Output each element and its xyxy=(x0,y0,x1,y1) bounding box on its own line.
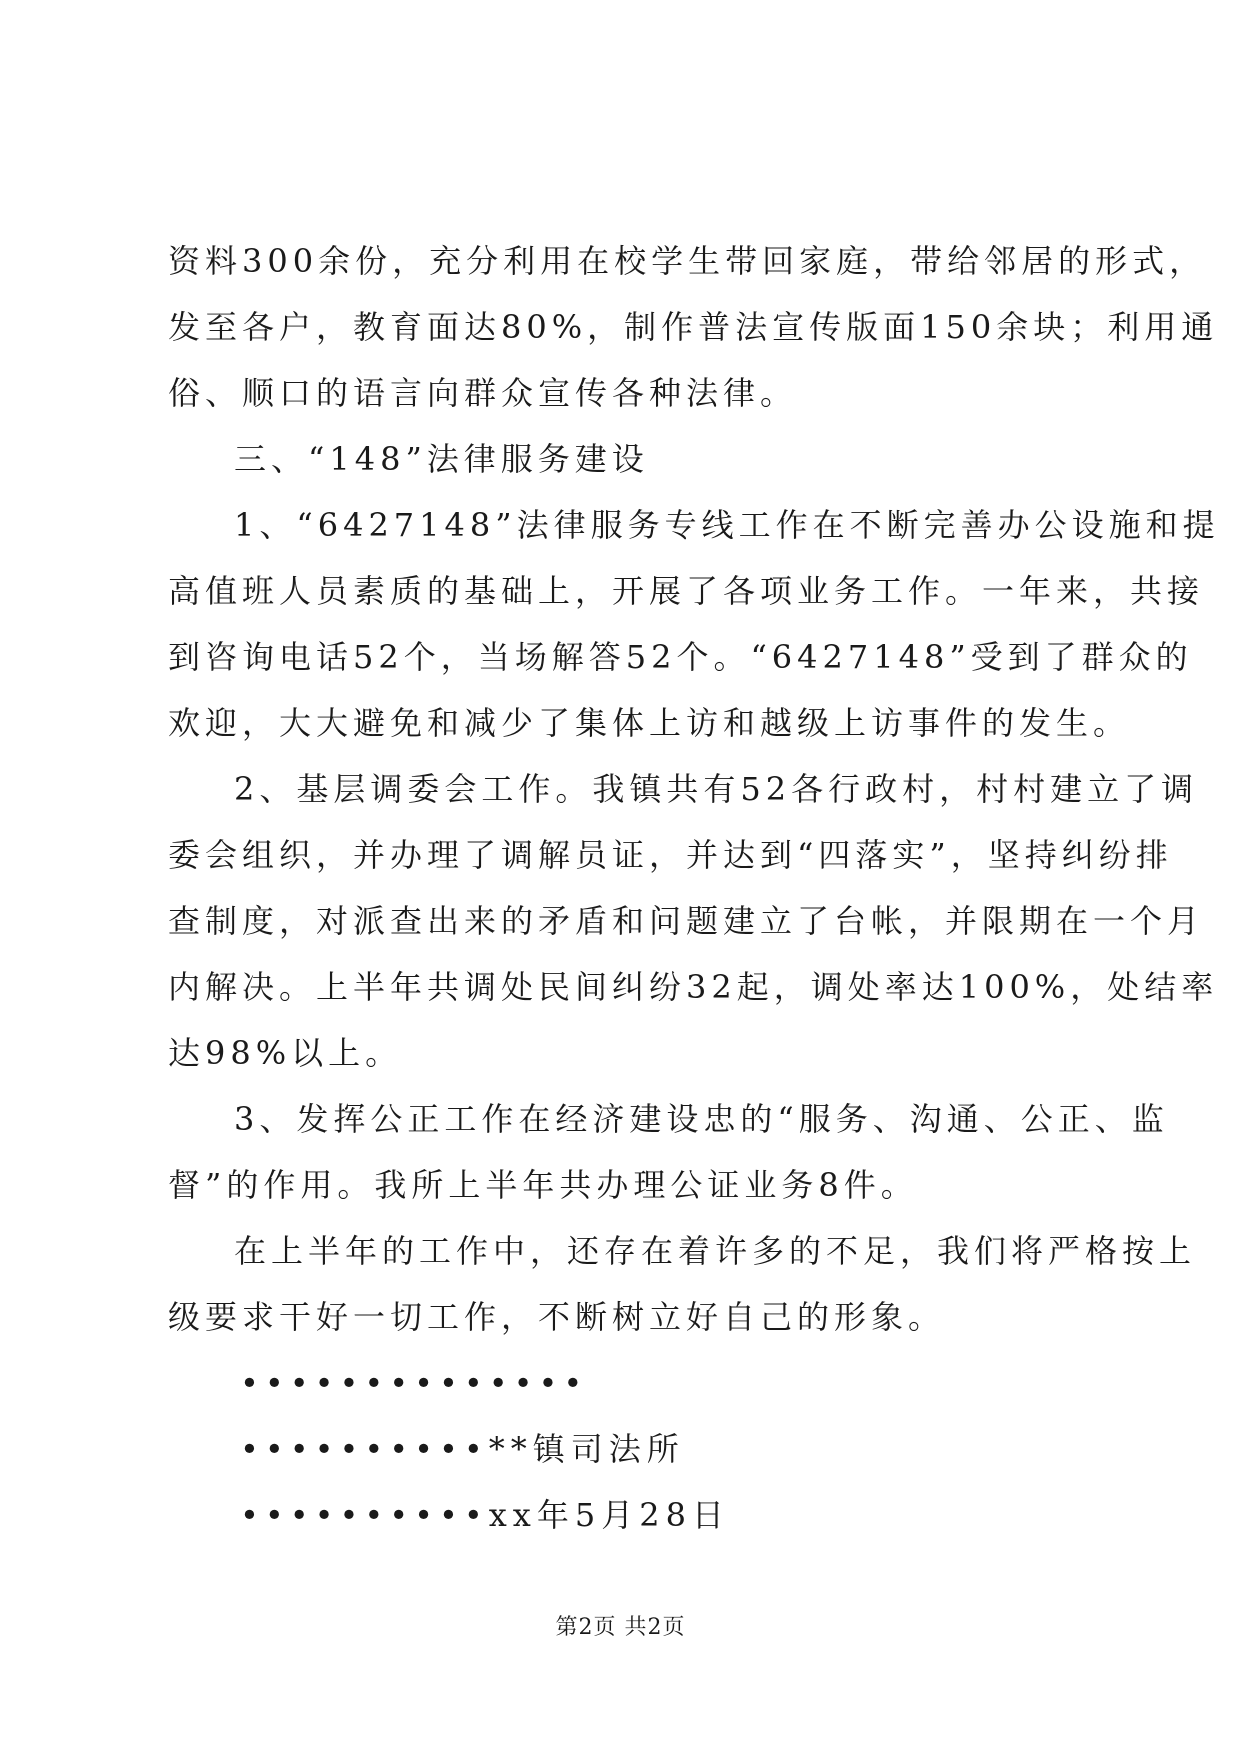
paragraph-line: 到咨询电话52个，当场解答52个。“6427148”受到了群众的 xyxy=(168,638,1193,676)
paragraph-line: 1、“6427148”法律服务专线工作在不断完善办公设施和提 xyxy=(234,506,1220,544)
paragraph-line: 2、基层调委会工作。我镇共有52各行政村，村村建立了调 xyxy=(234,770,1199,808)
paragraph-line: 在上半年的工作中，还存在着许多的不足，我们将严格按上 xyxy=(234,1232,1197,1270)
paragraph-line: 发至各户，教育面达80%，制作普法宣传版面150余块；利用通 xyxy=(168,308,1219,346)
paragraph-line: 高值班人员素质的基础上，开展了各项业务工作。一年来，共接 xyxy=(168,572,1205,610)
document-body xyxy=(168,228,1220,1548)
section-heading: 三、“148”法律服务建设 xyxy=(234,440,649,478)
paragraph-line: 督”的作用。我所上半年共办理公证业务8件。 xyxy=(168,1166,918,1204)
signature-organization: ••••••••••**镇司法所 xyxy=(240,1430,685,1468)
paragraph-line: 俗、顺口的语言向群众宣传各种法律。 xyxy=(168,374,798,412)
paragraph-line: 委会组织，并办理了调解员证，并达到“四落实”，坚持纠纷排 xyxy=(168,836,1173,874)
paragraph-line: 资料300余份，充分利用在校学生带回家庭，带给邻居的形式， xyxy=(168,242,1207,280)
signature-date: ••••••••••xx年5月28日 xyxy=(240,1496,730,1534)
paragraph-line: 达98%以上。 xyxy=(168,1034,403,1072)
dot-leader: •••••••••••••• xyxy=(240,1364,589,1402)
paragraph-line: 级要求干好一切工作，不断树立好自己的形象。 xyxy=(168,1298,946,1336)
paragraph-line: 3、发挥公正工作在经济建设忠的“服务、沟通、公正、监 xyxy=(234,1100,1169,1138)
paragraph-line: 欢迎，大大避免和减少了集体上访和越级上访事件的发生。 xyxy=(168,704,1131,742)
page-number: 第2页 共2页 xyxy=(555,1615,686,1640)
paragraph-line: 查制度，对派查出来的矛盾和问题建立了台帐，并限期在一个月 xyxy=(168,902,1205,940)
paragraph-line: 内解决。上半年共调处民间纠纷32起，调处率达100%，处结率 xyxy=(168,968,1219,1006)
